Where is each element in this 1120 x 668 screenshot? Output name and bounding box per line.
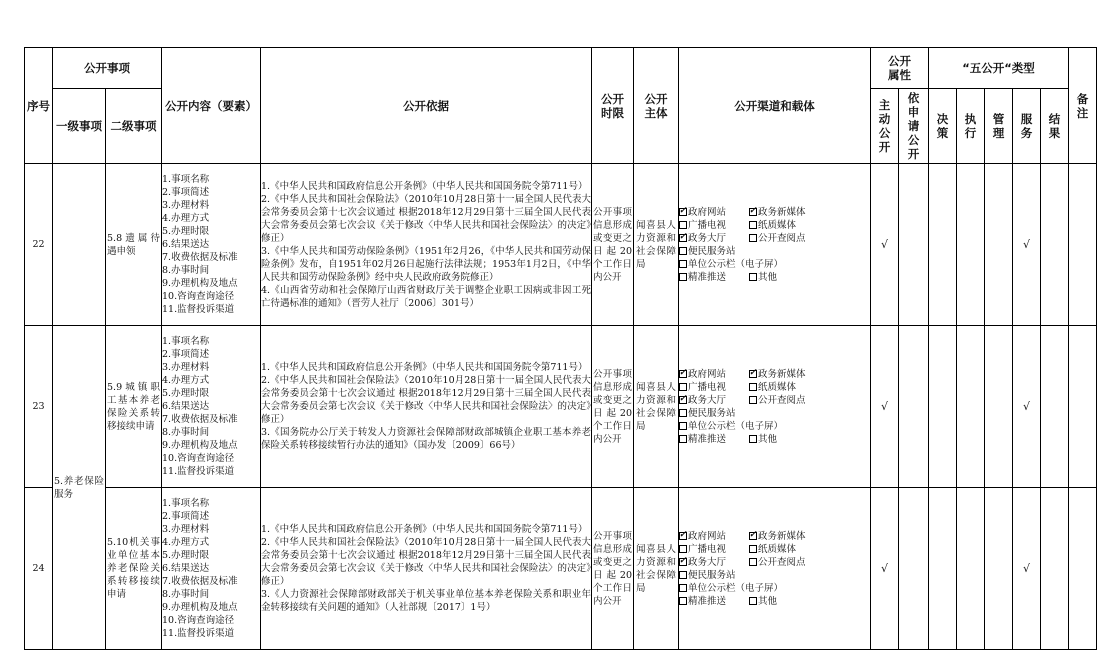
channel-option (679, 530, 749, 543)
checkbox-icon (749, 597, 757, 605)
channel-cell (679, 488, 871, 650)
channel-label: 政务新媒体 (758, 206, 806, 218)
management-empty (985, 326, 1013, 488)
channel-option (749, 530, 806, 543)
header-execution-text: 执行 (964, 112, 977, 140)
channel-row (679, 368, 870, 381)
channel-label: 广播电视 (688, 543, 727, 555)
header-execution (957, 89, 985, 164)
checkbox-icon (679, 273, 687, 281)
disclosure-table (24, 47, 1097, 650)
content-item: 11.监督投诉渠道 (162, 466, 235, 477)
service-check: √ (1013, 164, 1041, 326)
channel-option (679, 569, 749, 582)
channel-option (749, 394, 806, 407)
channel-label: 精准推送 (688, 271, 727, 283)
basis-cell (261, 164, 592, 326)
checkbox-icon (679, 422, 687, 430)
content-item: 11.监督投诉渠道 (162, 628, 235, 639)
channel-label: 单位公示栏（电子屏） (688, 582, 784, 594)
on-request-empty (899, 326, 929, 488)
header-management-text: 管理 (992, 112, 1005, 140)
content-item: 6.结果送达 (162, 563, 210, 574)
checkbox-icon (679, 597, 687, 605)
execution-empty (957, 326, 985, 488)
channel-label: 其他 (758, 271, 778, 283)
content-item: 3.办理材料 (162, 200, 210, 211)
basis-item: 1.《中华人民共和国政府信息公开条例》（中华人民共和国国务院令第711号） (261, 180, 588, 192)
execution-empty (957, 488, 985, 650)
content-item: 7.收费依据及标准 (162, 414, 238, 425)
header-row-1 (25, 48, 1097, 89)
checkbox-checked-icon (749, 532, 757, 540)
channel-label: 便民服务站 (688, 407, 736, 419)
channel-option (679, 368, 749, 381)
content-item: 10.咨询查询途径 (162, 615, 235, 626)
basis-item: 4.《山西省劳动和社会保障厅山西省财政厅关于调整企业职工因病或非因工死亡待遇标准的通知》（晋劳人社厅〔2006〕301号） (261, 284, 591, 309)
content-item: 3.办理材料 (162, 524, 210, 535)
content-item: 3.办理材料 (162, 362, 210, 373)
channel-label: 广播电视 (688, 219, 727, 231)
channel-row (679, 595, 870, 608)
header-service-text: 服务 (1020, 112, 1033, 140)
channel-option (679, 556, 749, 569)
level1-cell-empty (53, 164, 106, 326)
channel-option (749, 381, 796, 394)
header-basis: 公开依据 (261, 48, 592, 164)
level2-cell: 5.9城镇职工基本养老保险关系转移接续申请 (106, 326, 162, 488)
header-result (1041, 89, 1069, 164)
content-item: 7.收费依据及标准 (162, 576, 238, 587)
channel-option (679, 245, 749, 258)
checkbox-icon (679, 260, 687, 268)
time-limit-cell: 公开事项信息形成或变更之日起20个工作日内公开 (592, 488, 634, 650)
channel-row (679, 582, 870, 595)
basis-item: 1.《中华人民共和国政府信息公开条例》（中华人民共和国国务院令第711号） (261, 524, 588, 535)
channel-label: 单位公示栏（电子屏） (688, 258, 784, 270)
proactive-check: √ (871, 326, 899, 488)
channel-option (679, 420, 783, 433)
channel-label: 政务大厅 (688, 232, 727, 244)
channel-label: 精准推送 (688, 433, 727, 445)
channel-option (679, 433, 749, 446)
execution-empty (957, 164, 985, 326)
level2-cell: 5.8遗属待遇申领 (106, 164, 162, 326)
table-row (25, 164, 1097, 326)
channel-label: 单位公示栏（电子屏） (688, 420, 784, 432)
content-item: 4.办理方式 (162, 213, 210, 224)
level2-cell: 5.10机关事业单位基本养老保险关系转移接续申请 (106, 488, 162, 650)
checkbox-icon (679, 545, 687, 553)
management-empty (985, 164, 1013, 326)
header-subject-text: 公开主体 (644, 91, 668, 120)
header-service (1013, 89, 1041, 164)
channel-option (679, 407, 749, 420)
header-decision-text: 决策 (936, 112, 949, 140)
checkbox-icon (749, 234, 757, 242)
checkbox-checked-icon (679, 558, 687, 566)
subject-cell: 闻喜县人力资源和社会保障局 (634, 164, 679, 326)
content-item: 6.结果送达 (162, 239, 210, 250)
channel-option (749, 232, 806, 245)
content-item: 5.办理时限 (162, 226, 210, 237)
channel-row (679, 394, 870, 407)
on-request-empty (899, 488, 929, 650)
channel-cell (679, 326, 871, 488)
service-check: √ (1013, 326, 1041, 488)
checkbox-icon (749, 273, 757, 281)
content-list (162, 488, 261, 650)
channel-option (679, 219, 749, 232)
header-items-group: 公开事项 (53, 48, 162, 89)
channel-row (679, 258, 870, 271)
checkbox-icon (749, 545, 757, 553)
channel-cell (679, 164, 871, 326)
header-remark-text: 备注 (1076, 91, 1089, 120)
decision-empty (929, 488, 957, 650)
checkbox-icon (679, 247, 687, 255)
checkbox-checked-icon (749, 208, 757, 216)
channel-option (679, 258, 783, 271)
remark-empty (1069, 326, 1097, 488)
time-limit-cell: 公开事项信息形成或变更之日起20个工作日内公开 (592, 326, 634, 488)
content-item: 9.办理机构及地点 (162, 278, 238, 289)
header-level2: 二级事项 (106, 89, 162, 164)
content-item: 2.事项简述 (162, 349, 210, 360)
content-item: 8.办事时间 (162, 427, 210, 438)
checkbox-icon (679, 383, 687, 391)
content-item: 6.结果送达 (162, 401, 210, 412)
channel-option (679, 271, 749, 284)
checkbox-checked-icon (679, 532, 687, 540)
header-level1: 一级事项 (53, 89, 106, 164)
channel-row (679, 543, 870, 556)
channel-row (679, 556, 870, 569)
checkbox-icon (679, 584, 687, 592)
channel-option (749, 271, 777, 284)
header-result-text: 结果 (1048, 112, 1061, 140)
content-item: 9.办理机构及地点 (162, 440, 238, 451)
basis-item: 2.《中华人民共和国社会保险法》（2010年10月28日第十一届全国人民代表大会常务委员会第十七次会议通过 根据2018年12月29日第十三届全国人民代表大会常务委员会第七次会议《关于修改〈中华人民共和国社会保险法〉的决定》修正） (261, 537, 591, 587)
channel-label: 政务新媒体 (758, 530, 806, 542)
content-item: 10.咨询查询途径 (162, 453, 235, 464)
content-item: 8.办事时间 (162, 589, 210, 600)
channel-label: 政务大厅 (688, 556, 727, 568)
header-subject (634, 48, 679, 164)
content-item: 11.监督投诉渠道 (162, 304, 235, 315)
channel-row (679, 530, 870, 543)
header-management (985, 89, 1013, 164)
checkbox-checked-icon (749, 370, 757, 378)
header-channel: 公开渠道和载体 (679, 48, 871, 164)
channel-label: 纸质媒体 (758, 543, 797, 555)
channel-row (679, 420, 870, 433)
content-item: 1.事项名称 (162, 498, 210, 509)
channel-option (749, 556, 806, 569)
channel-row (679, 381, 870, 394)
basis-item: 3.《人力资源社会保障部财政部关于机关事业单位基本养老保险关系和职业年金转移接续有关问题的通知》（人社部规〔2017〕1号） (261, 589, 591, 613)
channel-label: 其他 (758, 595, 778, 607)
header-on-request (899, 89, 929, 164)
result-empty (1041, 326, 1069, 488)
header-on-request-text: 依申请公开 (907, 91, 920, 161)
channel-label: 政府网站 (688, 206, 727, 218)
basis-item: 3.《国务院办公厅关于转发人力资源社会保障部财政部城镇企业职工基本养老保险关系转移接续暂行办法的通知》（国办发〔2009〕66号） (261, 427, 591, 451)
header-content: 公开内容（要素） (162, 48, 261, 164)
channel-label: 广播电视 (688, 381, 727, 393)
table-row (25, 326, 1097, 488)
content-item: 10.咨询查询途径 (162, 291, 235, 302)
content-item: 5.办理时限 (162, 388, 210, 399)
channel-row (679, 232, 870, 245)
checkbox-checked-icon (679, 396, 687, 404)
checkbox-icon (749, 558, 757, 566)
channel-label: 政府网站 (688, 530, 727, 542)
checkbox-checked-icon (679, 370, 687, 378)
channel-label: 便民服务站 (688, 245, 736, 257)
channel-label: 便民服务站 (688, 569, 736, 581)
content-item: 2.事项简述 (162, 187, 210, 198)
basis-cell (261, 488, 592, 650)
content-item: 8.办事时间 (162, 265, 210, 276)
content-item: 9.办理机构及地点 (162, 602, 238, 613)
header-attr-group (871, 48, 929, 89)
channel-label: 纸质媒体 (758, 381, 797, 393)
channel-row (679, 206, 870, 219)
channel-option (679, 394, 749, 407)
channel-label: 政务新媒体 (758, 368, 806, 380)
checkbox-icon (679, 221, 687, 229)
channel-label: 纸质媒体 (758, 219, 797, 231)
subject-cell: 闻喜县人力资源和社会保障局 (634, 326, 679, 488)
checkbox-icon (749, 221, 757, 229)
channel-row (679, 407, 870, 420)
time-limit-cell: 公开事项信息形成或变更之日起20个工作日内公开 (592, 164, 634, 326)
header-seq: 序号 (25, 48, 53, 164)
channel-option (679, 206, 749, 219)
decision-empty (929, 164, 957, 326)
header-proactive (871, 89, 899, 164)
channel-row (679, 219, 870, 232)
channel-label: 公开查阅点 (758, 394, 806, 406)
checkbox-checked-icon (679, 208, 687, 216)
channel-option (749, 368, 806, 381)
content-item: 7.收费依据及标准 (162, 252, 238, 263)
content-item: 5.办理时限 (162, 550, 210, 561)
channel-row (679, 245, 870, 258)
channel-option (679, 543, 749, 556)
channel-label: 其他 (758, 433, 778, 445)
content-item: 1.事项名称 (162, 174, 210, 185)
channel-option (749, 433, 777, 446)
channel-option (679, 232, 749, 245)
channel-option (679, 582, 783, 595)
channel-row (679, 569, 870, 582)
row-seq: 24 (25, 488, 53, 650)
checkbox-checked-icon (679, 234, 687, 242)
subject-cell: 闻喜县人力资源和社会保障局 (634, 488, 679, 650)
basis-item: 2.《中华人民共和国社会保险法》（2010年10月28日第十一届全国人民代表大会常务委员会第十七次会议通过 根据2018年12月29日第十三届全国人民代表大会常务委员会第七次会议《关于修改〈中华人民共和国社会保险法〉的决定》修正） (261, 375, 591, 425)
header-attr-group-text: 公开属性 (888, 54, 911, 82)
checkbox-icon (679, 435, 687, 443)
level1-cell: 5.养老保险服务 (53, 326, 106, 650)
channel-option (749, 206, 806, 219)
checkbox-icon (749, 383, 757, 391)
channel-label: 公开查阅点 (758, 232, 806, 244)
content-list (162, 164, 261, 326)
header-five-group: “五公开“类型 (929, 48, 1069, 89)
header-decision (929, 89, 957, 164)
header-time-limit-text: 公开时限 (601, 91, 624, 120)
content-list (162, 326, 261, 488)
service-check: √ (1013, 488, 1041, 650)
checkbox-icon (749, 396, 757, 404)
remark-empty (1069, 488, 1097, 650)
channel-row (679, 271, 870, 284)
remark-empty (1069, 164, 1097, 326)
channel-option (749, 219, 796, 232)
management-empty (985, 488, 1013, 650)
header-proactive-text: 主动公开 (878, 98, 891, 154)
basis-item: 3.《中华人民共和国劳动保险条例》（1951年2月26，《中华人民共和国劳动保险条例》发布，自1951年02月26日起施行法律法规；1953年1月2日，《中华人民共和国劳动保险条例》经中央人民政府政务院修正） (261, 245, 591, 283)
table-row (25, 488, 1097, 650)
proactive-check: √ (871, 164, 899, 326)
header-time-limit (592, 48, 634, 164)
content-item: 4.办理方式 (162, 375, 210, 386)
content-item: 4.办理方式 (162, 537, 210, 548)
basis-item: 1.《中华人民共和国政府信息公开条例》（中华人民共和国国务院令第711号） (261, 362, 588, 373)
result-empty (1041, 488, 1069, 650)
checkbox-icon (679, 571, 687, 579)
channel-label: 政府网站 (688, 368, 727, 380)
channel-label: 政务大厅 (688, 394, 727, 406)
checkbox-icon (749, 435, 757, 443)
checkbox-icon (679, 409, 687, 417)
channel-option (679, 381, 749, 394)
channel-option (679, 595, 749, 608)
proactive-check: √ (871, 488, 899, 650)
row-seq: 23 (25, 326, 53, 488)
channel-label: 精准推送 (688, 595, 727, 607)
result-empty (1041, 164, 1069, 326)
decision-empty (929, 326, 957, 488)
basis-item: 2.《中华人民共和国社会保险法》（2010年10月28日第十一届全国人民代表大会常务委员会第十七次会议通过 根据2018年12月29日第十三届全国人民代表大会常务委员会第七次会议《关于修改〈中华人民共和国社会保险法〉的决定》修正） (261, 193, 591, 244)
content-item: 2.事项简述 (162, 511, 210, 522)
channel-option (749, 543, 796, 556)
channel-row (679, 433, 870, 446)
channel-option (749, 595, 777, 608)
content-item: 1.事项名称 (162, 336, 210, 347)
header-remark (1069, 48, 1097, 164)
channel-label: 公开查阅点 (758, 556, 806, 568)
row-seq: 22 (25, 164, 53, 326)
basis-cell (261, 326, 592, 488)
on-request-empty (899, 164, 929, 326)
